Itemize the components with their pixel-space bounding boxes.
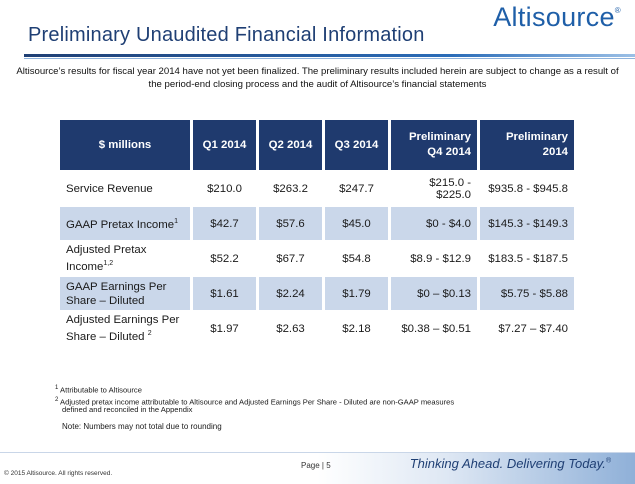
footnote-1-text: Attributable to Altisource bbox=[60, 385, 142, 395]
footnote-2-mark: 2 bbox=[55, 397, 59, 403]
cell-q4: $0 – $0.13 bbox=[391, 277, 477, 310]
tagline bbox=[410, 456, 611, 471]
cell-q4: $8.9 - $12.9 bbox=[410, 252, 471, 265]
cell-q2: $2.63 bbox=[276, 322, 305, 335]
cell-q1: $42.7 bbox=[193, 207, 256, 240]
page-title: Preliminary Unaudited Financial Information bbox=[28, 24, 425, 46]
cell-q2: $57.6 bbox=[259, 207, 322, 240]
footnote-2-text: Adjusted pretax income attributable to Altisource and Adjusted Earnings Per Share - Diluted are non-GAAP measures bbox=[60, 397, 455, 407]
cell-q1: $1.97 bbox=[210, 322, 239, 335]
cell-q3: $54.8 bbox=[342, 252, 371, 265]
footnote-1-mark: 1 bbox=[55, 385, 59, 391]
row-label-text: Adjusted Pretax Income bbox=[66, 244, 147, 273]
header-q3: Q3 2014 bbox=[325, 120, 388, 170]
header-q1: Q1 2014 bbox=[193, 120, 256, 170]
title-rule bbox=[24, 54, 635, 57]
row-label bbox=[60, 207, 190, 240]
tagline-text: Thinking Ahead. Delivering Today. bbox=[409, 456, 606, 471]
header-fy-line2: 2014 bbox=[542, 146, 568, 158]
cell-fy: $183.5 - $187.5 bbox=[488, 252, 568, 265]
header-millions: $ millions bbox=[60, 120, 190, 170]
header-q2: Q2 2014 bbox=[259, 120, 322, 170]
cell-q3: $45.0 bbox=[325, 207, 388, 240]
row-label-text: Adjusted Earnings Per Share – Diluted bbox=[66, 314, 180, 343]
cell-q3: $247.7 bbox=[339, 182, 374, 195]
row-label bbox=[60, 277, 190, 310]
row-label bbox=[60, 242, 190, 275]
cell-q4: $0.38 – $0.51 bbox=[401, 322, 471, 335]
footnote-mark: 2 bbox=[147, 330, 152, 338]
row-label-text: GAAP Pretax Income bbox=[66, 218, 175, 231]
cell-q1: $210.0 bbox=[207, 182, 242, 195]
header-q4-line1: Preliminary bbox=[408, 131, 471, 143]
table-row bbox=[60, 312, 574, 345]
cell-q2: $263.2 bbox=[273, 182, 308, 195]
copyright: © 2015 Altisource. All rights reserved. bbox=[4, 470, 113, 477]
footnote-2-continued: defined and reconciled in the Appendix bbox=[62, 405, 193, 414]
disclaimer-subtitle: Altisource’s results for fiscal year 2014 have not yet been finalized. The preliminary results included herein are subject to change as a result of the period-end closing process and the audit of Altisource’s financial statements bbox=[16, 66, 619, 90]
cell-fy: $5.75 - $5.88 bbox=[480, 277, 574, 310]
row-label bbox=[60, 172, 190, 205]
logo-text: Altisource bbox=[493, 2, 615, 32]
footnote-mark: 1 bbox=[174, 218, 178, 226]
table-row bbox=[60, 172, 574, 205]
table-row bbox=[60, 277, 574, 310]
page-number: Page | 5 bbox=[301, 461, 331, 470]
row-label bbox=[60, 312, 190, 345]
cell-fy: $935.8 - $945.8 bbox=[488, 182, 568, 195]
cell-q4: $215.0 - $225.0 bbox=[429, 176, 471, 201]
cell-q1: $52.2 bbox=[210, 252, 239, 265]
financial-table bbox=[57, 118, 577, 347]
table-row bbox=[60, 207, 574, 240]
tagline-registered-mark: ® bbox=[605, 457, 611, 465]
altisource-logo bbox=[493, 2, 621, 33]
header-q4 bbox=[391, 120, 477, 170]
cell-fy: $7.27 – $7.40 bbox=[498, 322, 568, 335]
cell-q4: $0 - $4.0 bbox=[391, 207, 477, 240]
cell-q3: $2.18 bbox=[342, 322, 371, 335]
row-label-text: Service Revenue bbox=[66, 182, 153, 195]
table-row bbox=[60, 242, 574, 275]
cell-q2: $67.7 bbox=[276, 252, 305, 265]
cell-q3: $1.79 bbox=[325, 277, 388, 310]
header-q4-line2: Q4 2014 bbox=[427, 146, 471, 158]
cell-q1: $1.61 bbox=[193, 277, 256, 310]
cell-fy: $145.3 - $149.3 bbox=[480, 207, 574, 240]
row-label-text: GAAP Earnings Per Share – Diluted bbox=[66, 280, 167, 307]
header-fy bbox=[480, 120, 574, 170]
rounding-note: Note: Numbers may not total due to rounding bbox=[62, 422, 222, 431]
header-fy-line1: Preliminary bbox=[505, 131, 568, 143]
footnote-1 bbox=[55, 383, 142, 396]
footnote-mark: 1,2 bbox=[103, 260, 114, 268]
table-header-row bbox=[60, 120, 574, 170]
logo-registered-mark: ® bbox=[614, 6, 621, 15]
cell-q2: $2.24 bbox=[259, 277, 322, 310]
title-rule-thin bbox=[24, 58, 635, 59]
